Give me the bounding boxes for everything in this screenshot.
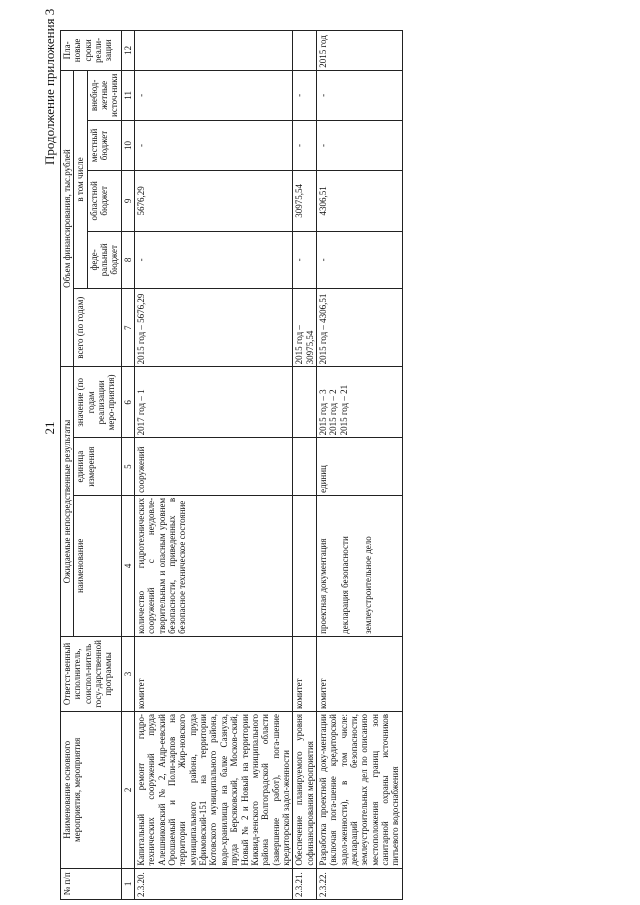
header-fin-total: всего (по годам) (74, 289, 121, 367)
row-name: Капитальный ремонт гидро-технических сооружений пруда Алешниковский № 2, Андр-еевский Орошаемый и Поли-карпов на территории Жир-новского муниципального района, пруда Ефимовский-151 на территории Котовского муниципального района, водо-хранилища на балке Сазнуха, пруда Берсяковский, Москов-ский, Новый № 2 и Новый на территории Киквид-зенского муниципального района Волгоградской области (завершение работ), пога-шение кредиторской задол-женности (135, 712, 293, 869)
col-number: 3 (121, 636, 134, 711)
fin-fed: - (135, 231, 293, 288)
fin-extra: - (293, 70, 317, 120)
row-term (293, 31, 317, 71)
result-name: декларация безопасности (340, 536, 351, 634)
col-number: 5 (121, 438, 134, 495)
col-number: 1 (121, 868, 134, 899)
row-term: 2015 год (316, 31, 402, 71)
table-row (135, 31, 293, 900)
col-number: 6 (121, 367, 134, 438)
result-unit (293, 438, 317, 495)
result-value: 2015 год – 21 (338, 384, 349, 436)
header-fin-local: местный бюджет (87, 120, 121, 170)
row-term (135, 31, 293, 71)
header-res-unit: единица измерения (74, 438, 121, 495)
program-table (60, 30, 403, 900)
fin-extra: - (135, 70, 293, 120)
header-term: Пла-новые сроки реали-зации (61, 31, 122, 71)
appendix-note: Продолжение приложения 3 (42, 8, 57, 165)
result-unit: единиц (316, 438, 402, 495)
result-value: 2015 год – 2 (328, 389, 339, 436)
result-name (293, 495, 317, 636)
col-number: 11 (121, 70, 134, 120)
col-number: 8 (121, 231, 134, 288)
header-res-name: наименование (74, 495, 121, 636)
header-num: № п/п (61, 868, 122, 899)
fin-total: 2015 год – 30975,54 (293, 289, 317, 367)
row-num: 2.3.22. (316, 868, 402, 899)
header-name: Наименование основного мероприятия, мероприятия (61, 712, 122, 869)
fin-extra: - (316, 70, 402, 120)
page-number: 21 (42, 421, 57, 435)
row-num: 2.3.20. (135, 868, 293, 899)
header-fin-fed: феде-ральный бюджет (87, 231, 121, 288)
col-number: 2 (121, 712, 134, 869)
result-values (316, 367, 402, 438)
row-num: 2.3.21. (293, 868, 317, 899)
col-number: 7 (121, 289, 134, 367)
header-results: Ожидаемые непосредственные результаты (61, 367, 74, 636)
fin-fed: - (293, 231, 317, 288)
result-value (293, 367, 317, 438)
col-number: 10 (121, 120, 134, 170)
result-value: 2015 год – 3 (317, 389, 328, 436)
header-res-value: значение (по годам реализации меро-приятия) (74, 367, 121, 438)
result-unit: сооружений (135, 438, 293, 495)
result-name: количество гидротехнических сооружений с неудовле-творительным и опасным уровнем безопасности, приведенных в безопасное техническое состояние (135, 495, 293, 636)
fin-local: - (135, 120, 293, 170)
row-name: Разработка проектной доку-ментации (включая пога-шение кредиторской задол-женности), в том числе: деклараций безопасности, землеустроительных дел по описанию местоположения границ зон санитарной охраны источников питьевого водоснабжения (316, 712, 402, 869)
header-executor: Ответст-венный исполнитель, соиспол-нитель госу-дарственной программы (61, 636, 122, 711)
header-fin-incl: в том числе (74, 70, 87, 288)
col-number: 4 (121, 495, 134, 636)
result-name: землеустроительное дело (362, 536, 373, 634)
row-executor: комитет (293, 636, 317, 711)
table-row (293, 31, 317, 900)
fin-total: 2015 год – 5676,29 (135, 289, 293, 367)
fin-fed: - (316, 231, 402, 288)
fin-reg: 30975,54 (293, 171, 317, 232)
row-executor: комитет (135, 636, 293, 711)
row-executor: комитет (316, 636, 402, 711)
result-name: проектная документация (317, 538, 328, 634)
header-fin-reg: областной бюджет (87, 171, 121, 232)
fin-local: - (293, 120, 317, 170)
fin-local: - (316, 120, 402, 170)
table-row (316, 31, 402, 900)
header-fin-extra: внебюд-жетные источ-ники (87, 70, 121, 120)
result-value: 2017 год – 1 (135, 367, 293, 438)
col-number: 9 (121, 171, 134, 232)
header-financing: Объем финансирования, тыс.рублей (61, 70, 74, 367)
row-name: Обеспечение планируемого уровня софинансирования мероприятия (293, 712, 317, 869)
col-number: 12 (121, 31, 134, 71)
fin-reg: 5676,29 (135, 171, 293, 232)
fin-total: 2015 год – 4306,51 (316, 289, 402, 367)
fin-reg: 4306,51 (316, 171, 402, 232)
result-names (316, 495, 402, 636)
